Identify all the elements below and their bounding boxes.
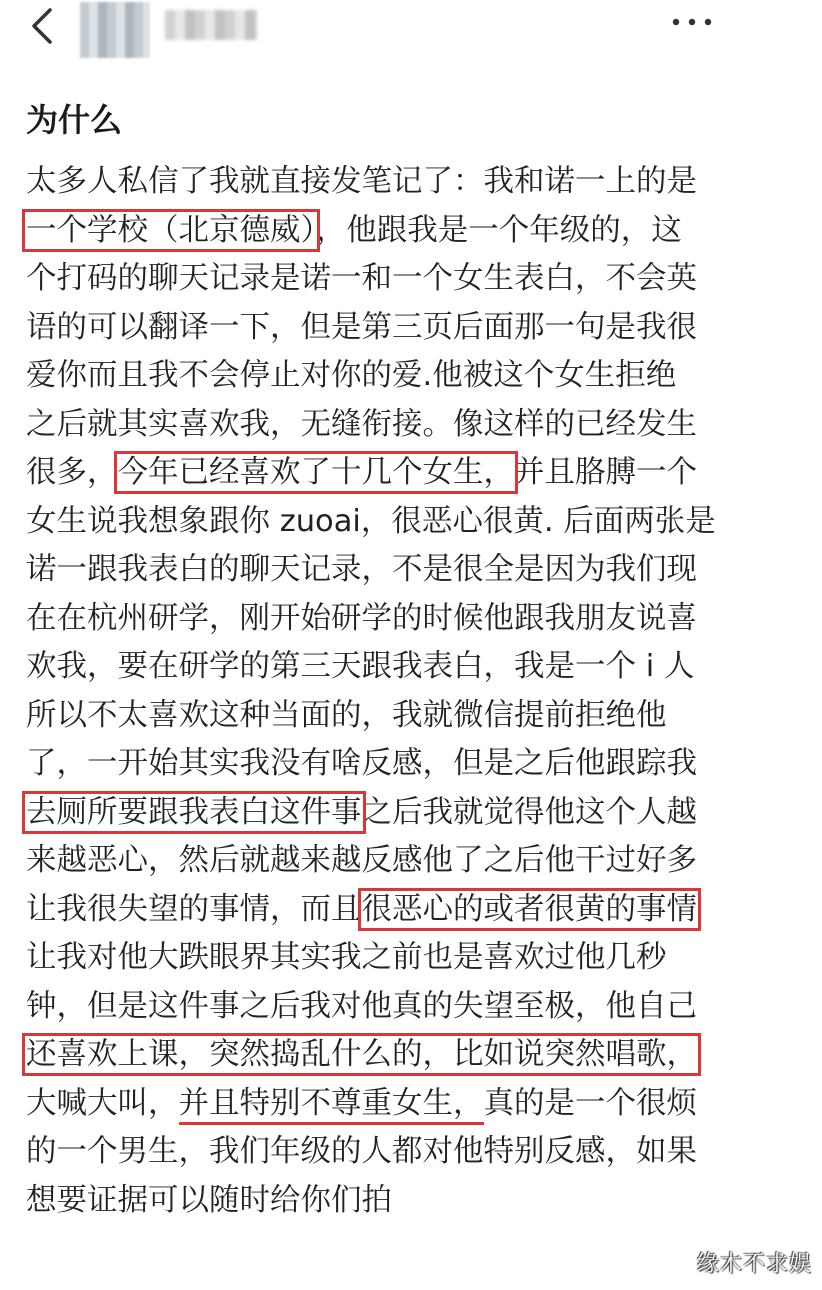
post-text: 诺一跟我表白的聊天记录，不是很全是因为我们现: [26, 552, 697, 587]
post-text: 让我对他大跌眼界其实我之前也是喜欢过他几秒: [26, 940, 667, 975]
post-line: [26, 207, 736, 256]
post-line: [26, 789, 736, 838]
watermark: 缘木不求娱: [696, 1252, 812, 1277]
post-line: [26, 886, 736, 935]
post-text: 个打码的聊天记录是诺一和一个女生表白，不会英: [26, 261, 697, 296]
post-line: [26, 546, 736, 595]
post-line: [26, 304, 736, 353]
post-line: [26, 1177, 736, 1226]
post-line: [26, 934, 736, 983]
back-arrow-icon[interactable]: [28, 4, 58, 48]
more-dots-icon[interactable]: [670, 10, 714, 34]
post-text: 爱你而且我不会停止对你的爱.他被这个女生拒绝: [26, 358, 677, 393]
post-text: 在在杭州研学，刚开始研学的时候他跟我朋友说喜: [26, 600, 697, 636]
post-text: 的一个男生，我们年级的人都对他特别反感，如果: [26, 1134, 697, 1169]
post-line: [26, 352, 736, 401]
post-text: 所以不太喜欢这种当面的，我就微信提前拒绝他: [26, 697, 667, 733]
avatar[interactable]: [80, 2, 150, 58]
post-line: [26, 401, 736, 450]
post-line: [26, 983, 736, 1032]
post-text: 欢我，要在研学的第三天跟我表白，我是一个 i 人: [26, 649, 695, 684]
post-line: [26, 498, 736, 547]
post-text: 之后就其实喜欢我，无缝衔接。像这样的已经发生: [26, 406, 697, 442]
post-text: 真的是一个很烦: [483, 1085, 697, 1121]
post-title: 为什么: [26, 101, 123, 139]
post-line: [26, 837, 736, 886]
post-text: 女生说我想象跟你 zuoai，很恶心很黄. 后面两张是: [26, 503, 716, 539]
post-line: [26, 595, 736, 644]
post-text: 想要证据可以随时给你们拍: [26, 1182, 392, 1218]
top-bar: [0, 0, 822, 56]
highlighted-text: 一个学校（北京德威）: [26, 212, 316, 248]
post-text: 了，一开始其实我没有啥反感，但是之后他跟踪我: [26, 746, 697, 781]
post-line: [26, 1128, 736, 1177]
username-blurred[interactable]: [165, 10, 257, 40]
post-line: [26, 449, 736, 498]
post-text: 太多人私信了我就直接发笔记了：我和诺一上的是: [26, 164, 697, 199]
post-line: [26, 1080, 736, 1129]
underlined-text: 并且特别不尊重女生，: [179, 1086, 484, 1125]
post-text: 很多，: [26, 455, 118, 490]
post-body: [26, 158, 736, 1225]
post-text: ，他跟我是一个年级的，这: [315, 212, 682, 248]
post-text: 并且胳膊一个: [514, 455, 697, 490]
post-line: [26, 1031, 736, 1080]
post-line: [26, 692, 736, 741]
post-text: 语的可以翻译一下，但是第三页后面那一句是我很: [26, 309, 697, 345]
post-line: [26, 255, 736, 304]
post-text: 大喊大叫，: [26, 1085, 179, 1121]
highlighted-text: 还喜欢上课，突然捣乱什么的，比如说突然唱歌，: [26, 1037, 697, 1072]
post-text: 之后我就觉得他这个人越: [361, 794, 697, 830]
post-text: 让我很失望的事情，而且: [26, 891, 362, 927]
post-line: [26, 740, 736, 789]
highlighted-text: 今年已经喜欢了十几个女生，: [117, 455, 514, 490]
highlighted-text: 很恶心的或者很黄的事情: [361, 891, 697, 927]
highlighted-text: 去厕所要跟我表白这件事: [26, 794, 362, 830]
post-text: 钟，但是这件事之后我对他真的失望至极，他自己: [26, 988, 697, 1024]
post-line: [26, 158, 736, 207]
post-text: 来越恶心，然后就越来越反感他了之后他干过好多: [26, 843, 697, 878]
post-line: [26, 643, 736, 692]
